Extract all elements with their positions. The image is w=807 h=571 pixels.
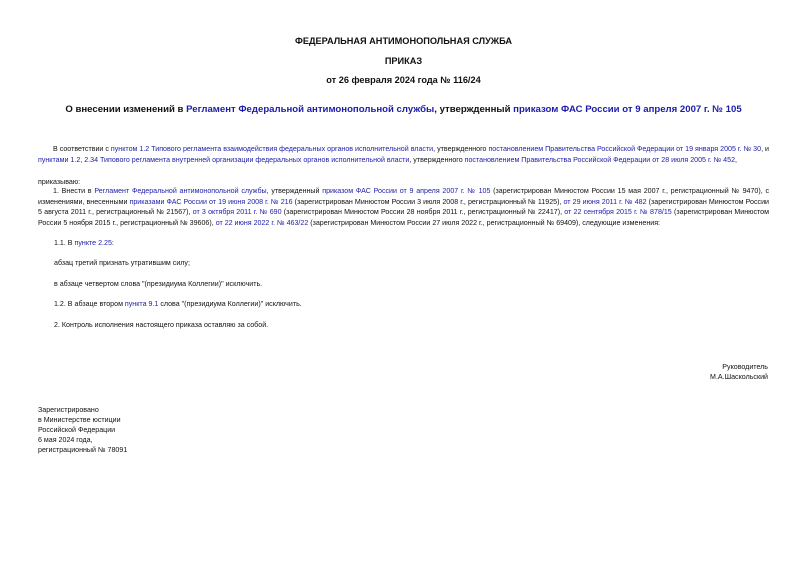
date-number-heading: от 26 февраля 2024 года № 116/24 (326, 75, 481, 85)
preamble-text: , и (761, 145, 769, 153)
title-text-2: , утвержденный (434, 104, 514, 115)
item-1-2-text: слова "(президиума Коллегии)" исключить. (158, 300, 302, 308)
signature-role: Руководитель (722, 363, 768, 371)
item-1-1-text: : (111, 239, 114, 247)
registration-line-3: Российской Федерации (38, 426, 116, 434)
order-word: приказываю: (38, 178, 81, 186)
item-1-1-text: 1.1. В (54, 239, 75, 247)
registration-line-5: регистрационный № 78091 (38, 446, 128, 454)
link-order-878[interactable]: от 22 сентября 2015 г. № 878/15 (564, 208, 672, 217)
item-1-text: 1. Внести в (53, 187, 95, 195)
link-point-9-1[interactable]: пункта 9.1 (124, 300, 159, 308)
link-order-216[interactable]: приказами ФАС России от 19 июня 2008 г. № 216 (129, 197, 293, 206)
item-1-2 (54, 299, 302, 310)
item-1-1 (54, 238, 114, 249)
preamble-text: , утвержденного (409, 155, 465, 164)
signature-name: М.А.Шаскольский (710, 373, 768, 381)
link-government-decree-30[interactable]: постановлением Правительства Российской Федерации от 19 января 2005 г. № 30 (488, 145, 762, 153)
agency-heading: ФЕДЕРАЛЬНАЯ АНТИМОНОПОЛЬНАЯ СЛУЖБА (294, 36, 512, 46)
item-1-text: , утвержденный (266, 187, 323, 195)
link-typical-regulation-internal[interactable]: 2.34 Типового регламента внутренней организации федеральных органов исполнительной власти (84, 155, 410, 164)
link-order-482[interactable]: от 29 июня 2011 г. № 482 (563, 197, 647, 206)
item-1-text: (зарегистрирован Минюстом России 15 мая 2007 г., регистрационный № 9470), с изменениями, внесенными (38, 187, 770, 206)
link-government-decree-452[interactable]: постановлением Правительства Российской Федерации от 28 июля 2005 г. № 452 (464, 155, 736, 164)
preamble-text: , (735, 155, 738, 164)
title-text-1: О внесении изменений в (65, 104, 187, 115)
link-order-690[interactable]: от 3 октября 2011 г. № 690 (192, 208, 282, 217)
abzac-4: в абзаце четвертом слова "(президиума Коллегии)" исключить. (54, 280, 263, 288)
item-1-text: (зарегистрирован Минюстом России 27 июля 2022 г., регистрационный № 69409), следующие изменения: (308, 218, 661, 227)
item-1-text: (зарегистрирован Минюстом России 28 ноября 2011 г., регистрационный № 22417), (281, 208, 565, 217)
abzac-3: абзац третий признать утратившим силу; (54, 259, 190, 267)
registration-line-2: в Министерстве юстиции (38, 416, 121, 424)
link-point-2-25[interactable]: пункте 2.25 (74, 239, 112, 247)
doc-type-heading: ПРИКАЗ (384, 56, 423, 66)
preamble-text: , утвержденного (433, 145, 489, 153)
registration-line-1: Зарегистрировано (38, 406, 99, 414)
link-order-105[interactable]: приказом ФАС России от 9 апреля 2007 г. № 105 (322, 187, 491, 195)
link-typical-regulation-interaction[interactable]: пунктом 1.2 Типового регламента взаимодействия федеральных органов исполнительной власти (110, 145, 434, 153)
document-title (0, 104, 807, 115)
title-link-order[interactable]: приказом ФАС России от 9 апреля 2007 г. № 105 (513, 104, 742, 115)
link-points-1-2[interactable]: пунктами 1.2 (38, 155, 81, 164)
title-link-regulation[interactable]: Регламент Федеральной антимонопольной службы (186, 104, 435, 115)
preamble-text: В соответствии с (53, 145, 111, 153)
link-order-463[interactable]: от 22 июня 2022 г. № 463/22 (215, 218, 309, 227)
registration-line-4: 6 мая 2024 года, (38, 436, 93, 444)
item-1-text: (зарегистрирован Минюстом России 3 июля 2008 г., регистрационный № 11925), (292, 197, 564, 206)
item-1-paragraph (38, 186, 769, 228)
preamble-paragraph (38, 144, 769, 165)
preamble-text: , (80, 155, 85, 164)
item-2: 2. Контроль исполнения настоящего приказа оставляю за собой. (54, 321, 269, 329)
item-1-text: (зарегистрирован Минюстом России 5 ноября 2015 г., регистрационный № 39606), (38, 208, 769, 227)
item-1-text: (зарегистрирован Минюстом России 5 августа 2011 г., регистрационный № 21567), (38, 197, 769, 217)
item-1-2-text: 1.2. В абзаце втором (54, 300, 125, 308)
link-fas-regulation[interactable]: Регламент Федеральной антимонопольной службы (94, 187, 267, 195)
